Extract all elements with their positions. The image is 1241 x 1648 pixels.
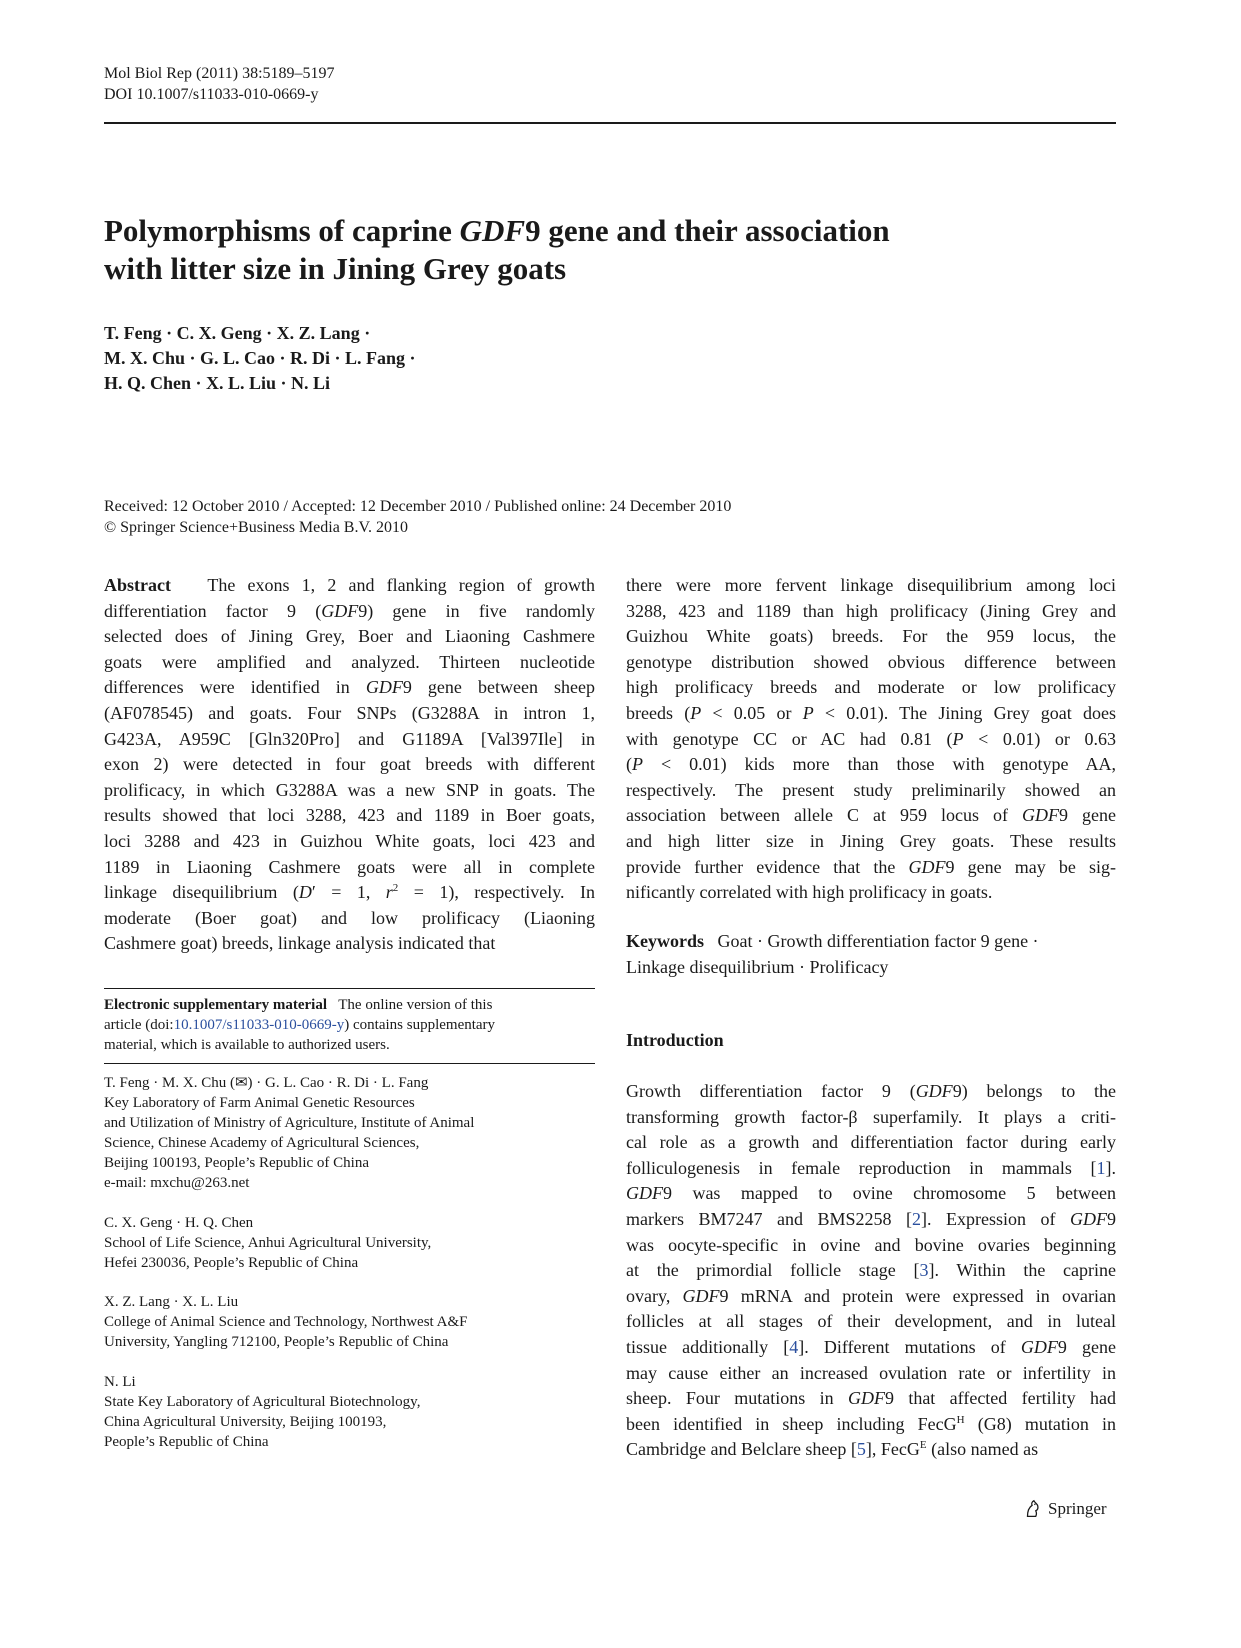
text-line: 1189 in Liaoning Cashmere goats were all in complete (104, 856, 595, 877)
text-line: differences were identified in GDF9 gene between sheep (104, 677, 595, 698)
text-line: tissue additionally [4]. Different mutations of GDF9 gene (626, 1336, 1117, 1357)
affiliation-block (104, 1292, 595, 1352)
affiliation-line: School of Life Science, Anhui Agricultural University, (104, 1234, 432, 1251)
publication-history: Received: 12 October 2010 / Accepted: 12 December 2010 / Published online: 24 December 2010 (104, 498, 732, 515)
text-line: Abstract The exons 1, 2 and flanking region of growth (104, 575, 595, 595)
text-line: transforming growth factor-β superfamily. It plays a criti- (626, 1106, 1116, 1127)
text-line: GDF9 was mapped to ovine chromosome 5 between (626, 1183, 1116, 1204)
text-line: Guizhou White goats) breeds. For the 959 locus, the (626, 626, 1116, 647)
affiliation-names: X. Z. Lang · X. L. Liu (104, 1294, 239, 1310)
keywords: Keywords Goat · Growth differentiation factor 9 gene · Linkage disequilibrium · Prolificacy (626, 931, 1039, 977)
publisher-name: Springer (1048, 1499, 1107, 1518)
springer-logo (1022, 1498, 1107, 1520)
affiliation-line: Key Laboratory of Farm Animal Genetic Resources (104, 1095, 415, 1111)
esm-divider (104, 988, 595, 989)
affiliation-line: and Utilization of Ministry of Agriculture, Institute of Animal (104, 1115, 475, 1131)
affiliation-line: People’s Republic of China (104, 1433, 269, 1450)
affiliation-block (104, 1372, 595, 1452)
copyright: © Springer Science+Business Media B.V. 2010 (104, 519, 408, 536)
text-line: results showed that loci 3288, 423 and 1189 in Boer goats, (104, 805, 595, 826)
keywords-label: Keywords (626, 931, 704, 951)
text-line: cal role as a growth and differentiation factor during early (626, 1132, 1116, 1153)
text-line: differentiation factor 9 (GDF9) gene in five randomly (104, 600, 595, 621)
journal-citation: Mol Biol Rep (2011) 38:5189–5197 (104, 65, 335, 82)
text-line: genotype distribution showed obvious difference between (626, 651, 1116, 672)
text-line: folliculogenesis in female reproduction in mammals [1]. (626, 1157, 1116, 1178)
text-line: ovary, GDF9 mRNA and protein were expressed in ovarian (626, 1285, 1116, 1306)
introduction-body (626, 1079, 1116, 1463)
text-line: markers BM7247 and BMS2258 [2]. Expression of GDF9 (626, 1208, 1116, 1229)
affiliation-block (104, 1213, 595, 1273)
text-line: respectively. The present study preliminarily showed an (626, 779, 1116, 800)
text-line: been identified in sheep including FecG$^H$ (G8) mutation in (626, 1413, 1117, 1434)
author-line: T. Feng · C. X. Geng · X. Z. Lang · (104, 323, 371, 343)
text-line: selected does of Jining Grey, Boer and Liaoning Cashmere (104, 626, 595, 647)
affiliation-line: China Agricultural University, Beijing 100193, (104, 1413, 387, 1430)
text-line: at the primordial follicle stage [3]. Within the caprine (626, 1260, 1116, 1281)
text-line: exon 2) were detected in four goat breeds with different (104, 754, 595, 775)
affiliation-line: Beijing 100193, People’s Republic of China (104, 1155, 369, 1171)
doi-line: DOI 10.1007/s11033-010-0669-y (104, 86, 319, 103)
affiliation-names: T. Feng · M. X. Chu (✉) · G. L. Cao · R. Di · L. Fang (104, 1075, 429, 1091)
author-line: M. X. Chu · G. L. Cao · R. Di · L. Fang · (104, 348, 416, 368)
abstract-right (626, 573, 1116, 906)
email-address[interactable]: e-mail: mxchu@263.net (104, 1175, 250, 1191)
affiliation-names: N. Li (104, 1373, 136, 1390)
affiliations (104, 1073, 595, 1471)
section-heading-introduction: Introduction (626, 1030, 724, 1050)
affiliation-line: State Key Laboratory of Agricultural Biotechnology, (104, 1393, 421, 1410)
affiliation-names: C. X. Geng · H. Q. Chen (104, 1214, 254, 1231)
doi-link[interactable]: 10.1007/s11033-010-0669-y (173, 1017, 345, 1033)
text-line: association between allele C at 959 locus of GDF9 gene (626, 805, 1117, 826)
springer-horse-icon (1022, 1498, 1044, 1520)
text-line: (AF078545) and goats. Four SNPs (G3288A in intron 1, (104, 702, 595, 723)
affiliation-line: Hefei 230036, People’s Republic of China (104, 1254, 359, 1271)
text-line: follicles at all stages of their development, and in luteal (626, 1311, 1116, 1332)
text-line: moderate (Boer goat) and low prolificacy (Liaoning (104, 907, 595, 928)
text-line: linkage disequilibrium (D′ = 1, $r^2 = 1$), respectively. In (104, 882, 595, 903)
text-line: breeds (P < 0.05 or P < 0.01). The Jining Grey goat does (626, 702, 1116, 723)
abstract-left (104, 573, 595, 957)
text-line: loci 3288 and 423 in Guizhou White goats, loci 423 and (104, 830, 595, 851)
author-line: H. Q. Chen · X. L. Liu · N. Li (104, 373, 331, 393)
text-line: Cashmere goat) breeds, linkage analysis indicated that (104, 933, 496, 954)
text-line: prolificacy, in which G3288A was a new SNP in goats. The (104, 779, 595, 800)
supplementary-note: Electronic supplementary material The online version of this article (doi:10.1007/s11033-010-0669-y) contains supplementary material, which is available to authorized users. (104, 997, 496, 1053)
article-title: Polymorphisms of caprine GDF9 gene and their association with litter size in Jining Grey goats (104, 213, 890, 286)
text-line: and high litter size in Jining Grey goats. These results (626, 830, 1116, 851)
affiliation-line: University, Yangling 712100, People’s Republic of China (104, 1334, 449, 1350)
affiliation-line: College of Animal Science and Technology, Northwest A&F (104, 1314, 468, 1330)
text-line: (P < 0.01) kids more than those with genotype AA, (626, 754, 1116, 775)
affiliation-block (104, 1073, 595, 1193)
affiliation-divider (104, 1063, 595, 1064)
text-line: with genotype CC or AC had 0.81 (P < 0.01) or 0.63 (626, 728, 1117, 749)
text-line: provide further evidence that the GDF9 gene may be sig- (626, 856, 1116, 877)
text-line: may cause either an increased ovulation rate or infertility in (626, 1362, 1116, 1383)
text-line: Growth differentiation factor 9 (GDF9) belongs to the (626, 1081, 1116, 1101)
abstract-label: Abstract (104, 575, 171, 595)
author-list (104, 321, 416, 396)
text-line: sheep. Four mutations in GDF9 that affected fertility had (626, 1388, 1116, 1409)
text-line: high prolificacy breeds and moderate or low prolificacy (626, 677, 1116, 698)
text-line: G423A, A959C [Gln320Pro] and G1189A [Val397Ile] in (104, 728, 595, 749)
header-rule (104, 122, 1116, 124)
text-line: nificantly correlated with high prolificacy in goats. (626, 882, 993, 903)
text-line: there were more fervent linkage disequilibrium among loci (626, 575, 1116, 595)
text-line: Cambridge and Belclare sheep [5], FecG$^E$ (also named as (626, 1439, 1039, 1460)
text-line: 3288, 423 and 1189 than high prolificacy (Jining Grey and (626, 600, 1116, 621)
text-line: goats were amplified and analyzed. Thirteen nucleotide (104, 651, 595, 672)
affiliation-line: Science, Chinese Academy of Agricultural Sciences, (104, 1135, 420, 1151)
text-line: was oocyte-specific in ovine and bovine ovaries beginning (626, 1234, 1116, 1255)
